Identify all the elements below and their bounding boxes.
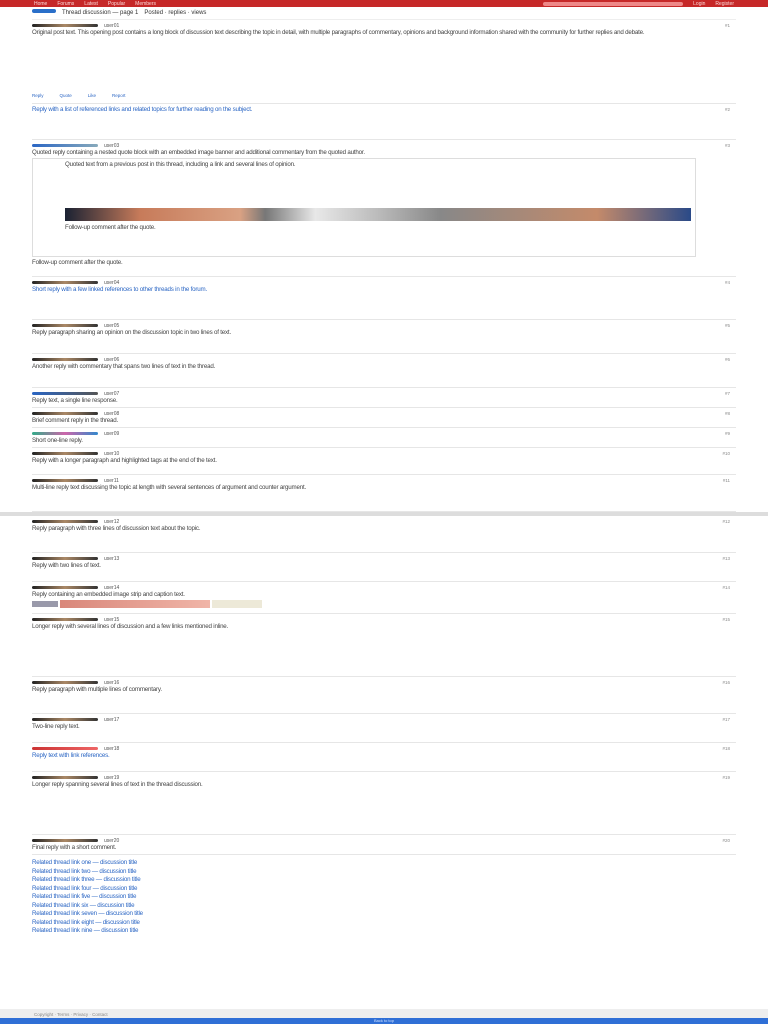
avatar[interactable] [32, 392, 98, 395]
post-body: Reply paragraph with multiple lines of commentary. [32, 686, 162, 693]
username[interactable]: user07 [104, 390, 120, 397]
post-body: Original post text. This opening post contains a long block of discussion text describing the topic in detail, with multiple paragraphs of commentary, opinions and background information shared with the community for further replies and debate. [32, 29, 645, 36]
post-number[interactable]: #16 [722, 680, 730, 685]
avatar[interactable] [32, 520, 98, 523]
thumbnail[interactable] [60, 600, 210, 608]
post [32, 743, 736, 772]
post-body: Reply with two lines of text. [32, 562, 101, 569]
quote-button[interactable]: Quote [59, 93, 72, 98]
post-body: Longer reply with several lines of discussion and a few links mentioned inline. [32, 623, 229, 630]
avatar[interactable] [32, 324, 98, 327]
thumbnail[interactable] [212, 600, 262, 608]
thread-meta: Posted · replies · views [144, 10, 207, 16]
post-body: Reply paragraph sharing an opinion on the discussion topic in two lines of text. [32, 329, 231, 336]
nav-latest[interactable]: Latest [84, 0, 98, 7]
username[interactable]: user06 [104, 356, 120, 363]
avatar[interactable] [32, 452, 98, 455]
sub-footer: Copyright · Terms · Privacy · Contact [0, 1009, 768, 1018]
post-body: Reply containing an embedded image strip and caption text. [32, 591, 185, 598]
post-number[interactable]: #18 [722, 746, 730, 751]
avatar[interactable] [32, 839, 98, 842]
post-body: Multi-line reply text discussing the topic at length with several sentences of argument and counter argument. [32, 484, 306, 491]
post [32, 277, 736, 320]
post [32, 553, 736, 582]
post-body: Longer reply spanning several lines of text in the thread discussion. [32, 781, 203, 788]
post [32, 388, 736, 408]
post-number[interactable]: #12 [722, 519, 730, 524]
post-number[interactable]: #17 [722, 717, 730, 722]
post [32, 714, 736, 743]
related-link[interactable]: Related thread link two — discussion title [32, 867, 137, 875]
username[interactable]: user03 [104, 142, 120, 149]
post-body: Brief comment reply in the thread. [32, 417, 119, 424]
username[interactable]: user19 [104, 774, 120, 781]
post-number[interactable]: #1 [724, 23, 730, 28]
post-body: Quoted reply containing a nested quote block with an embedded image banner and additional commentary from the quoted author. [32, 149, 365, 156]
username[interactable]: user18 [104, 745, 120, 752]
post-body: Two-line reply text. [32, 723, 80, 730]
post-number[interactable]: #10 [722, 451, 730, 456]
post-body-links[interactable]: Reply with a list of referenced links and related topics for further reading on the subject. [32, 106, 253, 113]
post-number[interactable]: #14 [722, 585, 730, 590]
post-number[interactable]: #7 [724, 391, 730, 396]
related-link[interactable]: Related thread link seven — discussion title [32, 910, 143, 917]
top-nav-bar [0, 0, 768, 7]
nav-members[interactable]: Members [135, 0, 156, 7]
post-body-after: Follow-up comment after the quote. [32, 259, 123, 266]
related-link[interactable]: Related thread link one — discussion title [32, 859, 138, 866]
post [32, 104, 736, 140]
post-number[interactable]: #11 [722, 478, 730, 483]
post [32, 772, 736, 835]
avatar[interactable] [32, 557, 98, 560]
avatar[interactable] [32, 24, 98, 27]
avatar[interactable] [32, 479, 98, 482]
avatar[interactable] [32, 618, 98, 621]
post-number[interactable]: #3 [724, 143, 730, 148]
avatar[interactable] [32, 586, 98, 589]
avatar[interactable] [32, 358, 98, 361]
post-body: Short one-line reply. [32, 437, 83, 444]
related-link[interactable]: Related thread link five — discussion title [32, 893, 137, 900]
post-number[interactable]: #19 [722, 775, 730, 780]
footer-bar [0, 1018, 768, 1024]
post [32, 320, 736, 354]
related-link[interactable]: Related thread link four — discussion title [32, 884, 138, 892]
embedded-image[interactable] [65, 208, 691, 221]
username[interactable]: user17 [104, 716, 120, 723]
nav-forums[interactable]: Forums [57, 0, 75, 7]
related-link[interactable]: Related thread link nine — discussion title [32, 927, 139, 934]
post-number[interactable]: #20 [722, 838, 730, 843]
thread-tag[interactable] [32, 9, 56, 13]
post-number[interactable]: #5 [724, 323, 730, 328]
post-number[interactable]: #6 [724, 357, 730, 362]
like-button[interactable]: Like [87, 93, 97, 98]
related-link[interactable]: Related thread link six — discussion title [32, 901, 135, 909]
username[interactable]: user12 [104, 518, 120, 525]
avatar[interactable] [32, 747, 98, 750]
avatar[interactable] [32, 776, 98, 779]
post [32, 516, 736, 553]
avatar[interactable] [32, 718, 98, 721]
nav-login[interactable]: Login [693, 0, 706, 7]
post-body[interactable]: Reply text with link references. [32, 752, 110, 759]
post [32, 140, 736, 277]
post-number[interactable]: #9 [724, 431, 730, 436]
post-number[interactable]: #4 [724, 280, 730, 285]
thumbnail[interactable] [32, 601, 58, 607]
post [32, 475, 736, 512]
post-number[interactable]: #8 [724, 411, 730, 416]
nav-popular[interactable]: Popular [107, 0, 126, 7]
post [32, 677, 736, 714]
quote-text: Quoted text from a previous post in this thread, including a link and several lines of opinion. [65, 161, 296, 168]
thread-header [32, 7, 736, 20]
post-body: Final reply with a short comment. [32, 844, 117, 851]
post-body: Reply text, a single line response. [32, 397, 118, 404]
username[interactable]: user20 [104, 837, 120, 844]
username[interactable]: user01 [104, 22, 120, 29]
post-number[interactable]: #15 [722, 617, 730, 622]
post [32, 408, 736, 428]
username[interactable]: user05 [104, 322, 120, 329]
post [32, 354, 736, 388]
post [32, 835, 736, 855]
username[interactable]: user04 [104, 279, 120, 286]
username[interactable]: user11 [104, 477, 119, 484]
post-body: Another reply with commentary that spans two lines of text in the thread. [32, 363, 216, 370]
thread-title: Thread discussion — page 1 [62, 10, 139, 16]
username[interactable]: user09 [104, 430, 120, 437]
image-strip[interactable] [32, 600, 696, 608]
username[interactable]: user16 [104, 679, 120, 686]
post [32, 428, 736, 448]
related-link[interactable]: Related thread link three — discussion title [32, 876, 141, 883]
avatar[interactable] [32, 432, 98, 435]
reply-button[interactable]: Reply [32, 93, 44, 98]
username[interactable]: user13 [104, 555, 120, 562]
post-number[interactable]: #2 [724, 107, 730, 112]
post [32, 20, 736, 104]
avatar[interactable] [32, 281, 98, 284]
post [32, 448, 736, 475]
post [32, 614, 736, 677]
back-to-top-link[interactable]: Back to top [373, 1018, 394, 1023]
username[interactable]: user15 [104, 616, 120, 623]
post-body: Reply with a longer paragraph and highlighted tags at the end of the text. [32, 457, 217, 464]
username[interactable]: user14 [104, 584, 120, 591]
avatar[interactable] [32, 412, 98, 415]
post-body: Reply paragraph with three lines of discussion text about the topic. [32, 525, 201, 532]
related-links [32, 855, 736, 940]
avatar[interactable] [32, 144, 98, 147]
search-input[interactable] [543, 2, 683, 6]
report-button[interactable]: Report [112, 93, 126, 98]
username[interactable]: user10 [104, 450, 120, 457]
quote-block [32, 158, 696, 257]
post-number[interactable]: #13 [722, 556, 730, 561]
post [32, 582, 736, 614]
quote-text-continued: Follow-up comment after the quote. [65, 224, 156, 231]
avatar[interactable] [32, 681, 98, 684]
nav-home[interactable]: Home [34, 0, 48, 7]
nav-register[interactable]: Register [715, 0, 734, 7]
post-body[interactable]: Short reply with a few linked references to other threads in the forum. [32, 286, 207, 293]
username[interactable]: user08 [104, 410, 120, 417]
related-link[interactable]: Related thread link eight — discussion title [32, 918, 140, 926]
